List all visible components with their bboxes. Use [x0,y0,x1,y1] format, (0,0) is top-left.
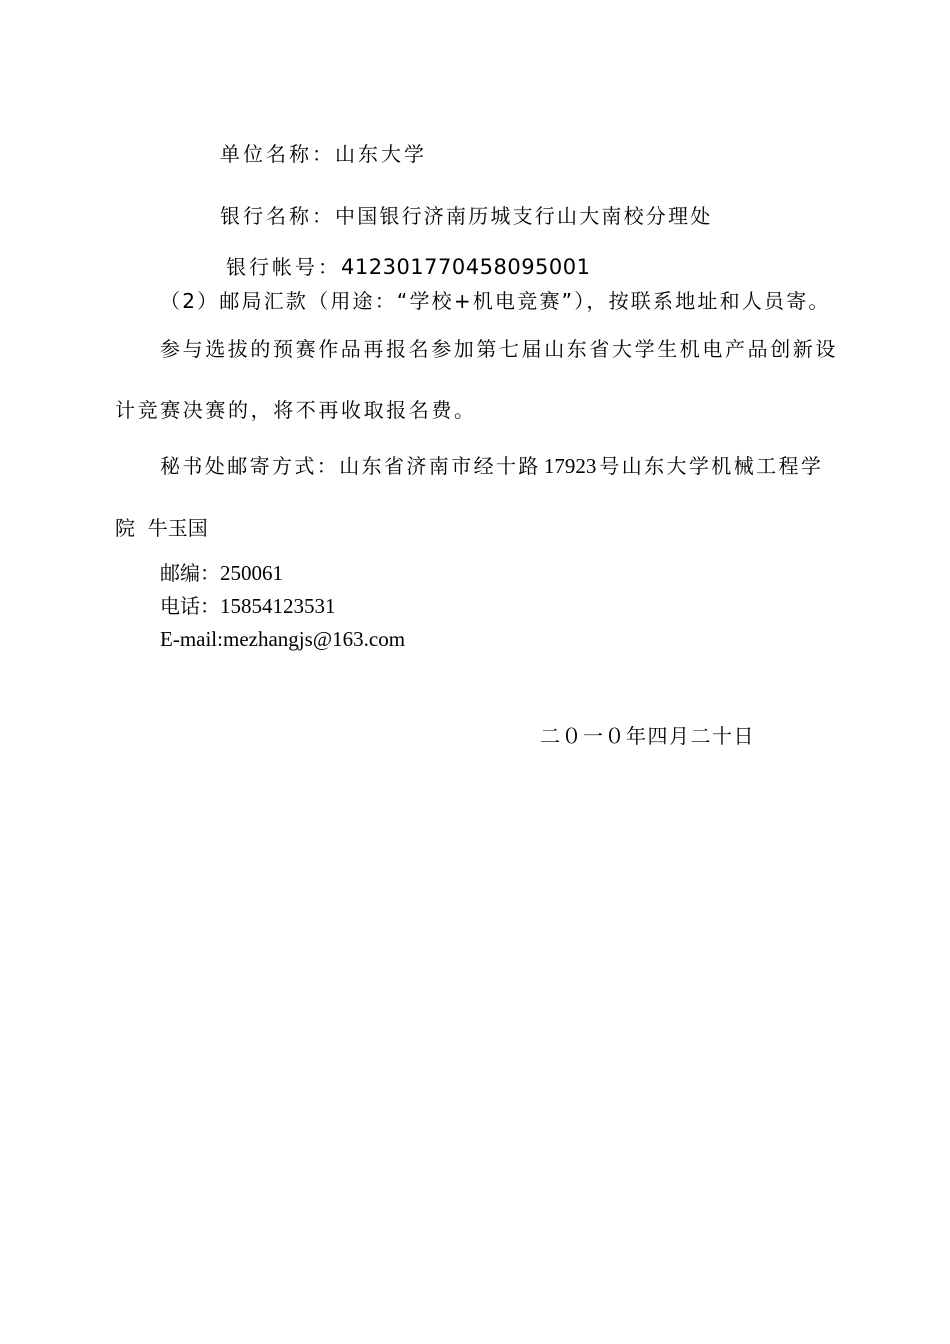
postcode-value: 250061 [220,561,283,585]
bank-name-label: 银行名称： [220,204,335,228]
notice-line-1: 参与选拔的预赛作品再报名参加第七届山东省大学生机电产品创新设 [160,337,838,361]
postcode-label: 邮编： [160,561,220,585]
document-date: 二０一０年四月二十日 [540,724,755,748]
secretariat-address-prefix: 秘书处邮寄方式：山东省济南市经十路 [160,454,541,478]
phone-value: 15854123531 [220,594,336,618]
bank-account-label: 银行帐号： [226,255,341,279]
bank-name-value: 中国银行济南历城支行山大南校分理处 [335,204,713,228]
secretariat-address-suffix: 号山东大学机械工程学 [599,454,824,478]
secretariat-street-number: 17923 [543,454,597,478]
phone-line [160,592,336,620]
secretariat-address-line-2: 院 牛玉国 [115,516,208,540]
bank-account-value: 412301770458095001 [341,255,591,279]
unit-name-value: 山东大学 [335,142,427,166]
unit-name-line [220,140,427,168]
bank-account-line [226,253,591,281]
unit-name-label: 单位名称： [220,142,335,166]
postal-remittance-line: （2）邮局汇款（用途：“学校+机电竞赛”），按联系地址和人员寄。 [160,289,831,313]
bank-name-line [220,202,712,230]
email-value: mezhangjs@163.com [222,627,406,651]
postcode-line [160,559,283,587]
email-label: E-mail: [160,627,223,651]
phone-label: 电话： [160,594,220,618]
email-line [160,625,405,653]
notice-line-2: 计竞赛决赛的，将不再收取报名费。 [115,398,477,422]
secretariat-address-line-1 [160,452,823,480]
